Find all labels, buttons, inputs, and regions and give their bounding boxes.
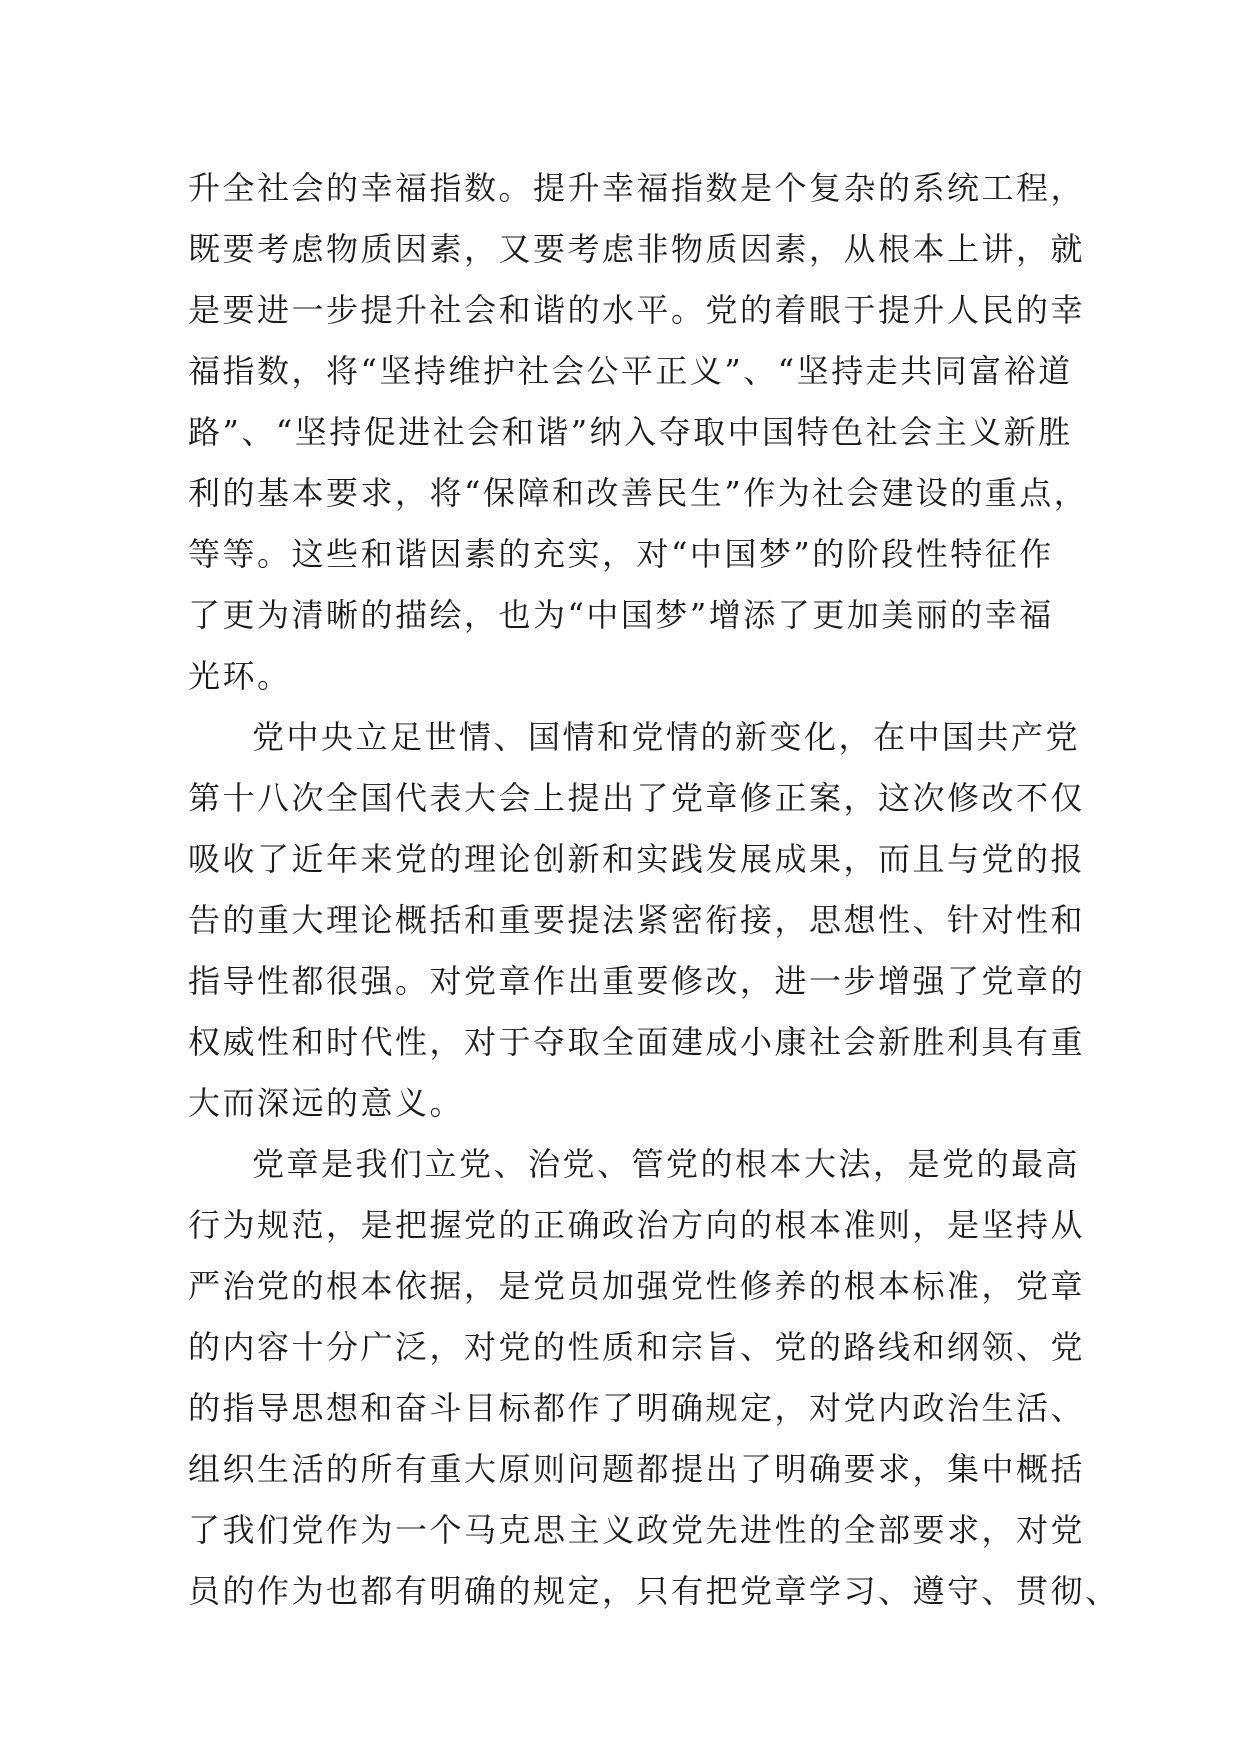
text-line: 党章是我们立党、治党、管党的根本大法，是党的最高 — [252, 1145, 1081, 1183]
text-line: 大而深远的意义。 — [188, 1084, 465, 1122]
text-line: 了我们党作为一个马克思主义政党先进性的全部要求，对党 — [188, 1511, 1086, 1549]
text-line: 指导性都很强。对党章作出重要修改，进一步增强了党章的 — [188, 962, 1086, 1000]
text-line: 组织生活的所有重大原则问题都提出了明确要求，集中概括 — [188, 1450, 1086, 1488]
text-line: 光环。 — [188, 657, 292, 695]
text-line: 员的作为也都有明确的规定，只有把党章学习、遵守、贯彻、 — [188, 1572, 1120, 1610]
text-line: 既要考虑物质因素，又要考虑非物质因素，从根本上讲，就 — [188, 230, 1086, 268]
body-text — [188, 158, 1120, 1622]
text-line: 福指数，将“坚持维护社会公平正义”、“坚持走共同富裕道 — [188, 352, 1073, 390]
text-line: 的内容十分广泛，对党的性质和宗旨、党的路线和纲领、党 — [188, 1328, 1086, 1366]
text-line: 路”、“坚持促进社会和谐”纳入夺取中国特色社会主义新胜 — [188, 413, 1073, 451]
text-line: 等等。这些和谐因素的充实，对“中国梦”的阶段性特征作 — [188, 535, 1054, 573]
text-line: 第十八次全国代表大会上提出了党章修正案，这次修改不仅 — [188, 779, 1086, 817]
text-line: 行为规范，是把握党的正确政治方向的根本准则，是坚持从 — [188, 1206, 1086, 1244]
text-line: 是要进一步提升社会和谐的水平。党的着眼于提升人民的幸 — [188, 291, 1086, 329]
text-line: 了更为清晰的描绘，也为“中国梦”增添了更加美丽的幸福 — [188, 596, 1054, 634]
text-line: 的指导思想和奋斗目标都作了明确规定，对党内政治生活、 — [188, 1389, 1086, 1427]
text-line: 吸收了近年来党的理论创新和实践发展成果，而且与党的报 — [188, 840, 1086, 878]
text-line: 严治党的根本依据，是党员加强党性修养的根本标准，党章 — [188, 1267, 1086, 1305]
text-line: 利的基本要求，将“保障和改善民生”作为社会建设的重点， — [188, 474, 1089, 512]
text-line: 升全社会的幸福指数。提升幸福指数是个复杂的系统工程， — [188, 169, 1086, 207]
text-line: 告的重大理论概括和重要提法紧密衔接，思想性、针对性和 — [188, 901, 1086, 939]
text-line: 权威性和时代性，对于夺取全面建成小康社会新胜利具有重 — [188, 1023, 1086, 1061]
text-line: 党中央立足世情、国情和党情的新变化，在中国共产党 — [252, 718, 1081, 756]
